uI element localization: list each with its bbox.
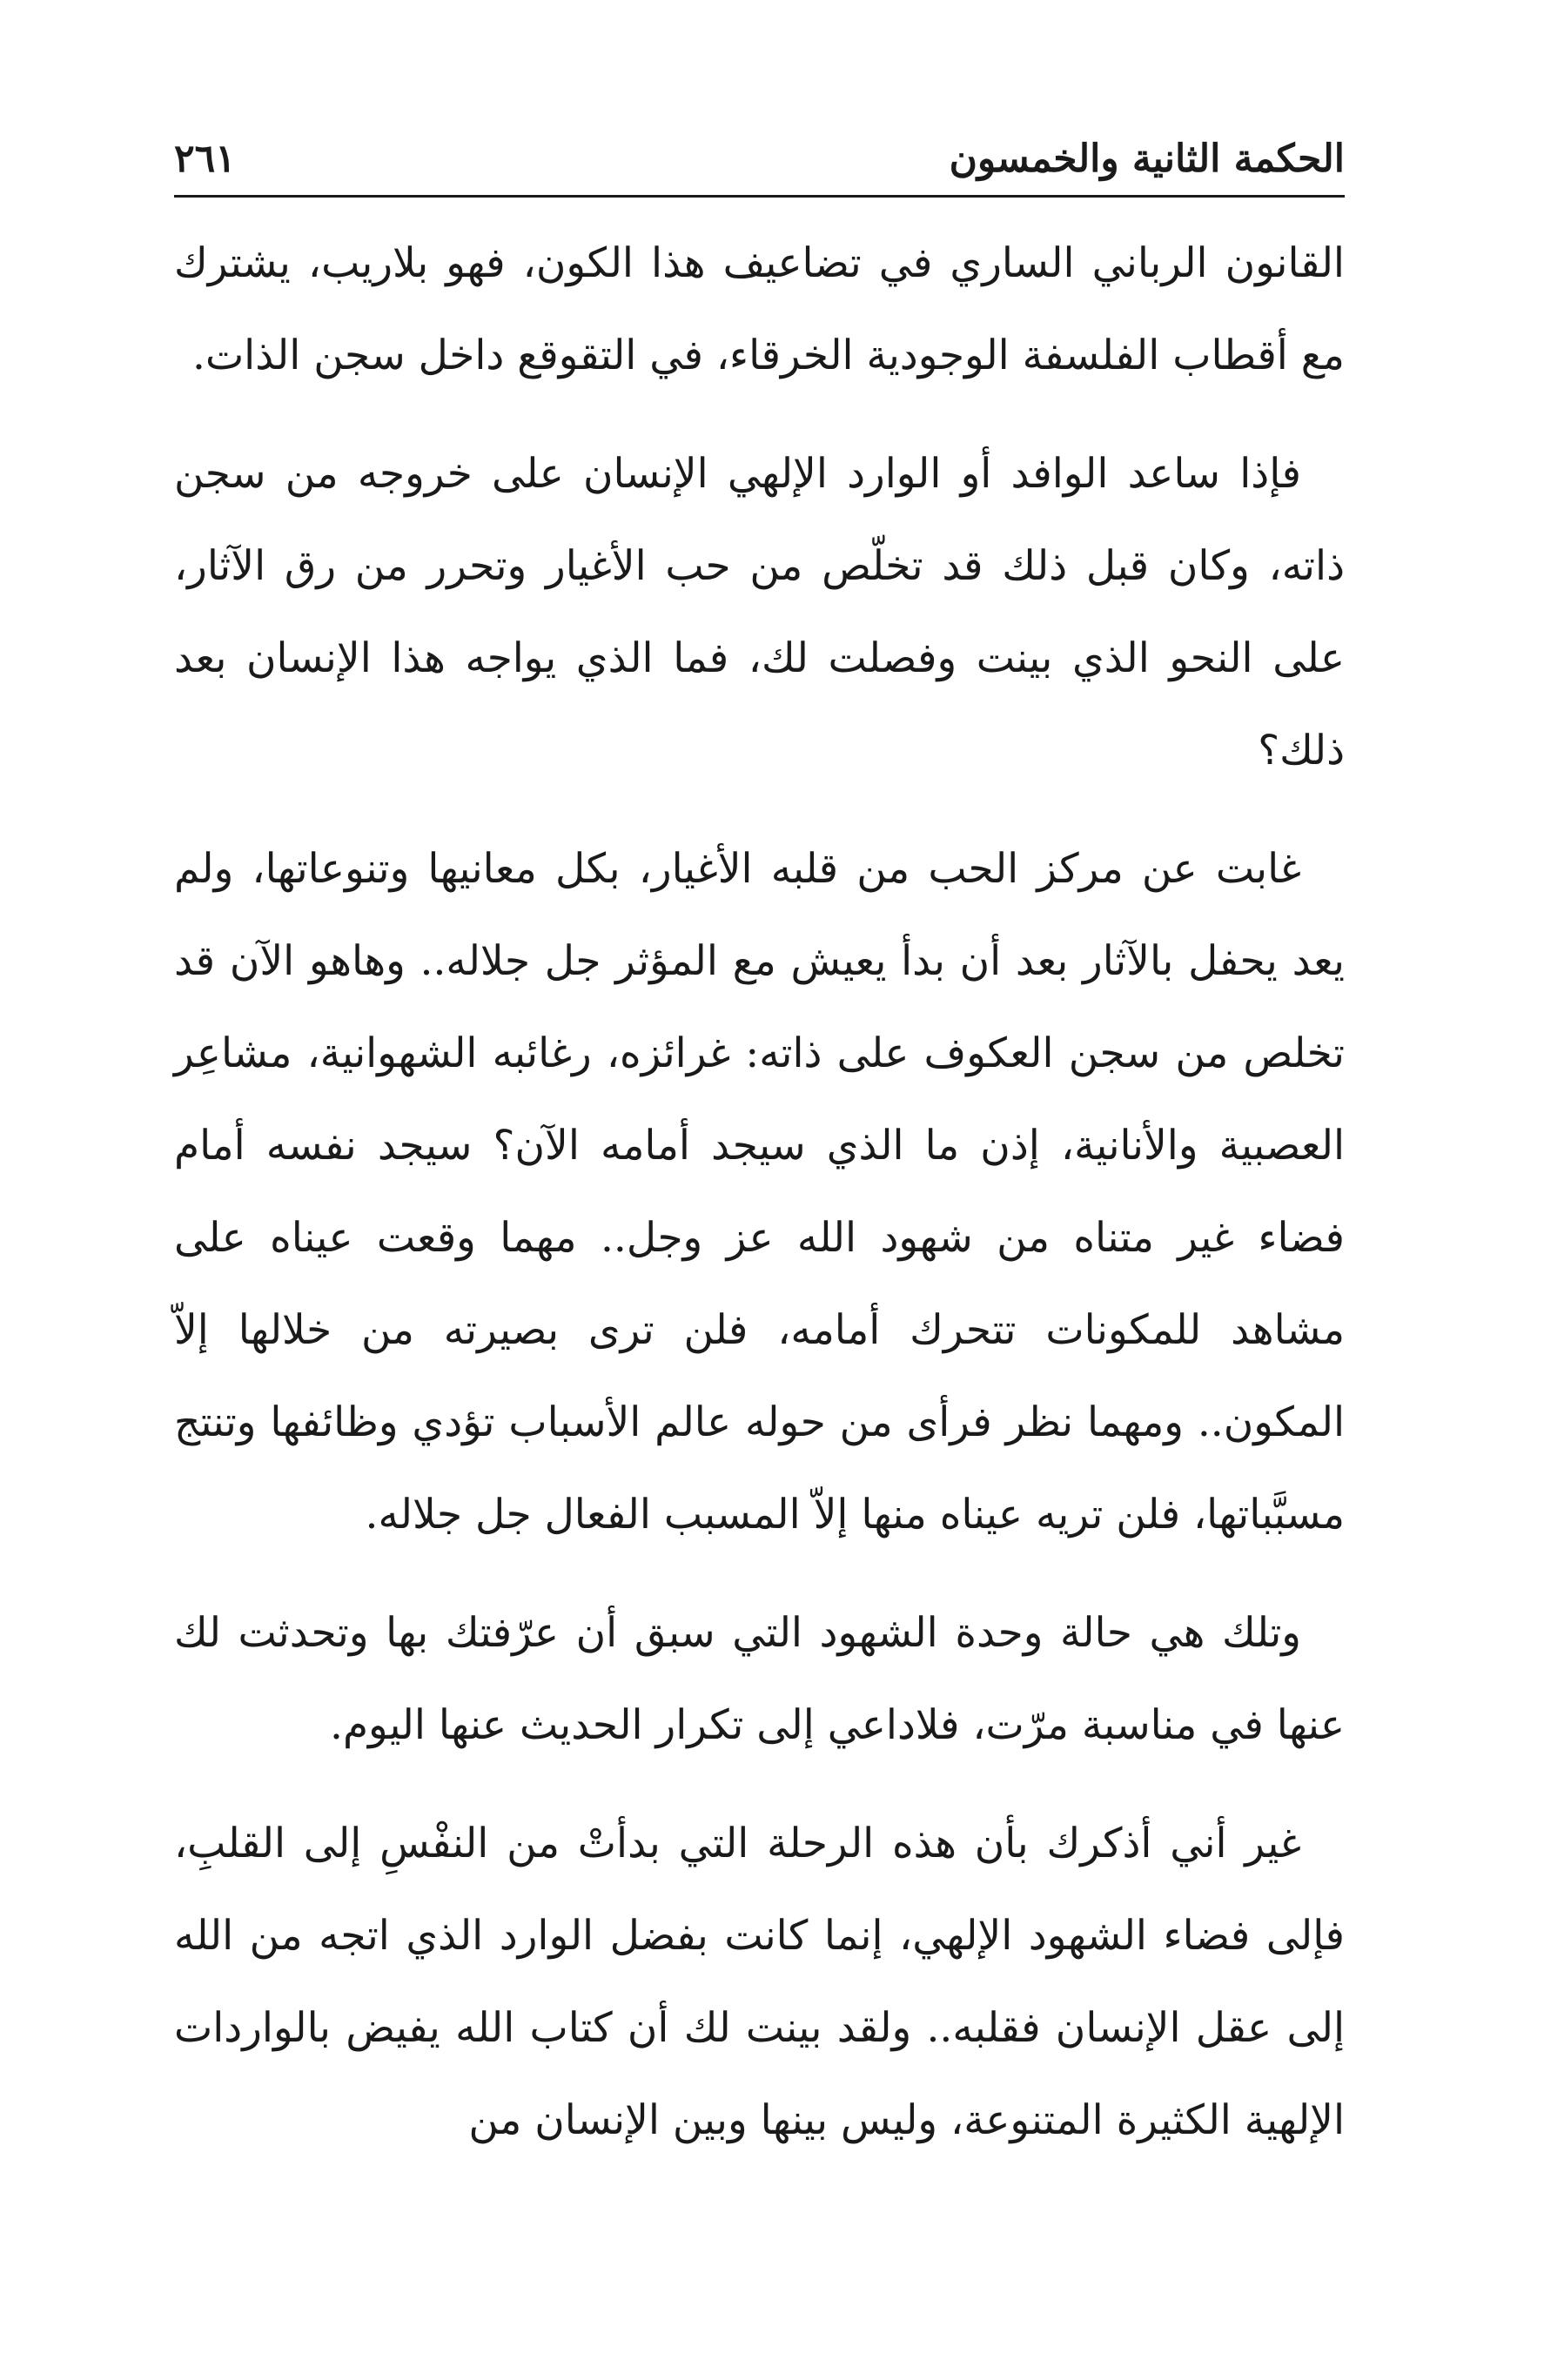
paragraph-continuation: القانون الرباني الساري في تضاعيف هذا الكون، فهو بلاريب، يشترك مع أقطاب الفلسفة الوجودية الخرقاء، في التقوقع داخل سجن الذات.	[174, 239, 1345, 379]
header-divider	[174, 195, 1345, 198]
running-title: الحكمة الثانية والخمسون	[949, 137, 1345, 181]
paragraph: غير أني أذكرك بأن هذه الرحلة التي بدأتْ من النفْسِ إلى القلبِ، فإلى فضاء الشهود الإلهي، إنما كانت بفضل الوارد الذي اتجه من الله إلى عقل الإنسان فقلبه.. ولقد بينت لك أن كتاب الله يفيض بالواردات الإلهية الكثيرة المتنوعة، وليس بينها وبين الإنسان من	[174, 1820, 1345, 2144]
body-text	[174, 218, 1345, 2193]
paragraph: غابت عن مركز الحب من قلبه الأغيار، بكل معانيها وتنوعاتها، ولم يعد يحفل بالآثار بعد أن بدأ يعيش مع المؤثر جل جلاله.. وهاهو الآن قد تخلص من سجن العكوف على ذاته: غرائزه، رغائبه الشهوانية، مشاعِر العصبية والأنانية، إذن ما الذي سيجد أمامه الآن؟ سيجد نفسه أمام فضاء غير متناه من شهود الله عز وجل.. مهما وقعت عيناه على مشاهد للمكونات تتحرك أمامه، فلن ترى بصيرته من خلالها إلاّ المكون.. ومهما نظر فرأى من حوله عالم الأسباب تؤدي وظائفها وتنتج مسبَّباتها، فلن تريه عيناه منها إلاّ المسبب الفعال جل جلاله.	[174, 845, 1345, 1539]
page-number: ٢٦١	[174, 137, 236, 181]
running-header	[174, 129, 1345, 190]
paragraph: وتلك هي حالة وحدة الشهود التي سبق أن عرّفتك بها وتحدثت لك عنها في مناسبة مرّت، فلاداعي إلى تكرار الحديث عنها اليوم.	[174, 1609, 1345, 1749]
paragraph: فإذا ساعد الوافد أو الوارد الإلهي الإنسان على خروجه من سجن ذاته، وكان قبل ذلك قد تخلّص من حب الأغيار وتحرر من رق الآثار، على النحو الذي بينت وفصلت لك، فما الذي يواجه هذا الإنسان بعد ذلك؟	[174, 450, 1345, 774]
